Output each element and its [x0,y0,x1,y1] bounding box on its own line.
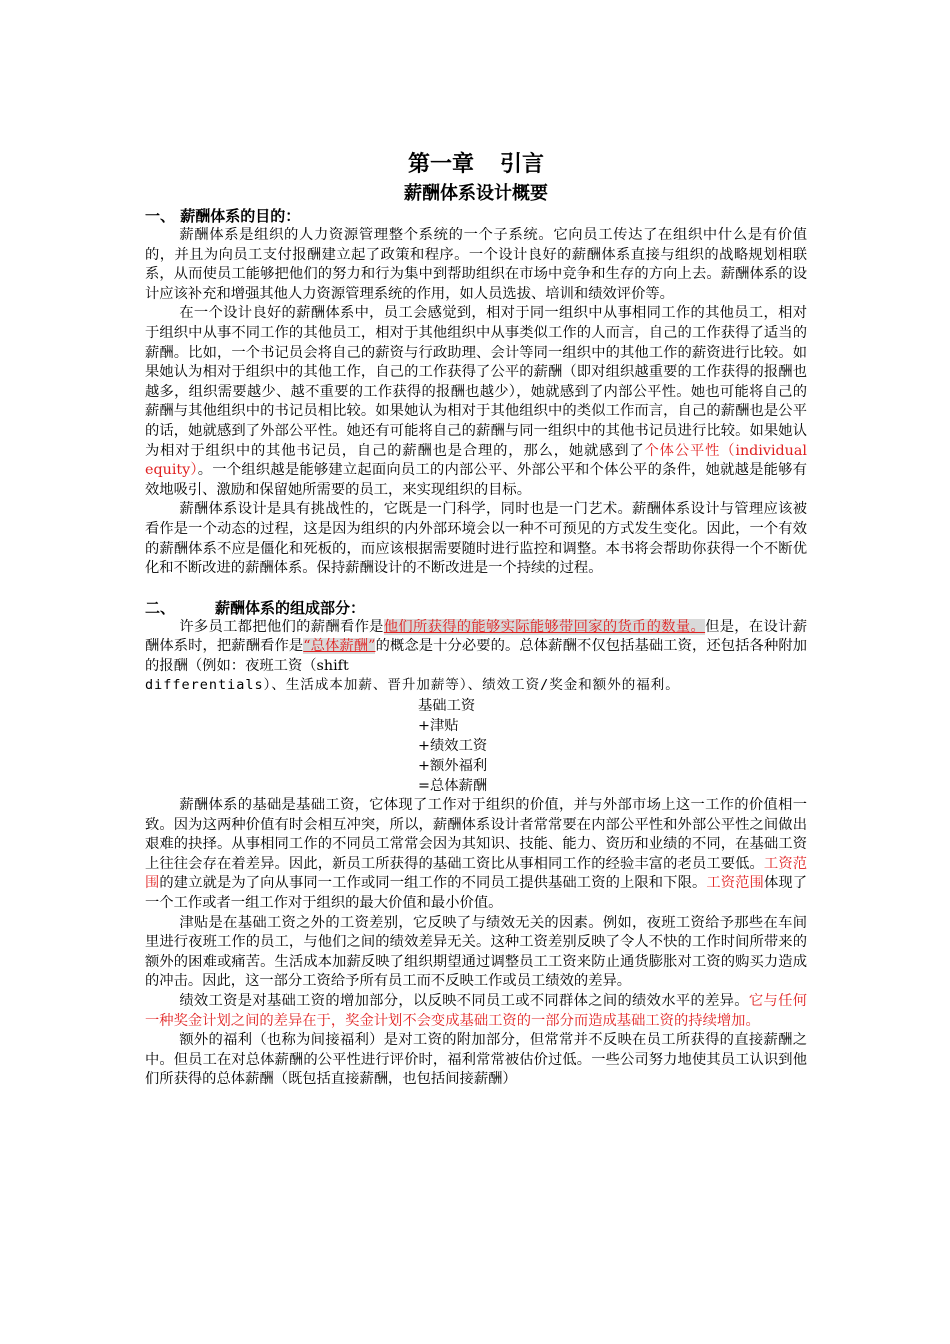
paragraph-text: 的建立就是为了向从事同一工作或同一组工作的不同员工提供基础工资的上限和下限。 [159,875,707,892]
paragraph-text: 绩效工资是对基础工资的增加部分，以反映不同员工或不同群体之间的绩效水平的差异。 [179,993,749,1009]
paragraph-text: 。一个组织越是能够建立起面向员工的内部公平、外部公平和个体公平的条件，她就越是能够有效地吸引、激励和保留她所需要的员工，来实现组织的目标。 [145,462,807,498]
section1-paragraph-3: 薪酬体系设计是具有挑战性的，它既是一门科学，同时也是一门艺术。薪酬体系设计与管理应该被看作是一个动态的过程，这是因为组织的内外部环境会以一种不可预见的方式发生变化。因此，一个有效的薪酬体系不应是僵化和死板的，而应该根据需要随时进行监控和调整。本书将会帮助你获得一个不断优化和不断改进的薪酬体系。保持薪酬设计的不断改进是一个持续的过程。 [145,501,807,577]
highlight-term-pay-range: 工资范围 [145,855,808,892]
section2-number: 二、 [145,598,176,617]
section1-title: 薪酬体系的目的： [180,207,301,225]
paragraph-text: 薪酬体系的基础是基础工资，它体现了工作对于组织的价值，并与外部市场上这一工作的价值相一致。因为这两种价值有时会相互冲突，所以，薪酬体系设计者常常要在内部公平性和外部公平性之间做出艰难的抉择。从事相同工作的不同员工常常会因为其知识、技能、能力、资历和业绩的不同，在基础工资上往往会存在着差异。因此，新员工所获得的基础工资比从事相同工作的经验丰富的老员工要低。 [145,797,807,872]
section2-title: 薪酬体系的组成部分： [215,598,366,617]
chapter-title [145,150,807,180]
section1-number: 一、 [145,207,176,225]
highlight-term-individual-equity: 个体公平性（individual equity） [145,442,807,479]
section2-paragraph-5: 额外的福利（也称为间接福利）是对工资的附加部分，但常常并不反映在员工所获得的直接薪酬之中。但员工在对总体薪酬的公平性进行评价时，福利常常被估价过低。一些公司努力地使其员工认识到他们所获得的总体薪酬（既包括直接薪酬，也包括间接薪酬） [145,1032,807,1088]
section2-paragraph-1 [145,618,807,696]
paragraph-text: 但是，在设计薪酬体系时，把薪酬看作是 [145,618,808,655]
equation-line: =总体薪酬 [418,778,488,795]
equation-line: +津贴 [418,718,459,735]
equation-line: 基础工资 [418,698,476,715]
highlighted-phrase-total-compensation: “总体薪酬” [303,638,376,655]
section2-heading [145,598,807,618]
highlighted-phrase-take-home: 他们所获得的能够实际能够带回家的货币的数量。 [383,618,706,635]
paragraph-text: 在一个设计良好的薪酬体系中，员工会感觉到，相对于同一组织中从事相同工作的其他员工，相对于组织中从事不同工作的其他员工，相对于其他组织中从事类似工作的人而言，自己的工作获得了适当的薪酬。比如，一个书记员会将自己的薪资与行政助理、会计等同一组织中的其他工作的薪资进行比较。如果她认为相对于组织中的其他工作，自己的工作获得了公平的薪酬（即对组织越重要的工作获得的报酬也越多，组织需要越少、越不重要的工作获得的报酬也越少），她就感到了内部公平性。她也可能将自己的薪酬与其他组织中的书记员相比较。如果她认为相对于其他组织中的类似工作而言，自己的薪酬也是公平的话，她就感到了外部公平性。她还有可能将自己的薪酬与同一组织中的其他书记员进行比较。如果她认为相对于组织中的其他书记员，自己的薪酬也是合理的，那么，她就感到了 [145,305,807,459]
equation-line: +额外福利 [418,758,488,775]
section2-paragraph-3: 津贴是在基础工资之外的工资差别，它反映了与绩效无关的因素。例如，夜班工资给予那些在车间里进行夜班工作的员工，与他们之间的绩效差异无关。这种工资差别反映了令人不快的工作时间所带来的额外的困难或痛苦。生活成本加薪反映了组织期望通过调整员工工资来防止通货膨胀对工资的购买力造成的冲击。因此，这一部分工资给予所有员工而不反映工作或员工绩效的差异。 [145,914,807,990]
section2-paragraph-2 [145,796,807,914]
paragraph-text: 的概念是十分必要的。总体薪酬不仅包括基础工资，还包括各种附加的报酬（例如：夜班工资（shift [145,638,808,674]
section1-paragraph-1: 薪酬体系是组织的人力资源管理整个系统的一个子系统。它向员工传达了在组织中什么是有价值的，并且为向员工支付报酬建立起了政策和程序。一个设计良好的薪酬体系直接与组织的战略规划相联系，从而使员工能够把他们的努力和行为集中到帮助组织在市场中竞争和生存的方向上去。薪酬体系的设计应该补充和增强其他人力资源管理系统的作用，如人员选拔、培训和绩效评价等。 [145,227,807,302]
paragraph-text: differentials）、生活成本加薪、晋升加薪等）、绩效工资/奖金和额外的福利。 [145,677,680,694]
section1-heading [145,206,807,226]
chapter-number: 第一章 [407,152,474,177]
highlight-sentence-bonus-difference: 它与任何一种奖金计划之间的差异在于，奖金计划不会变成基础工资的一部分而造成基础工资的持续增加。 [145,993,808,1029]
chapter-name: 引言 [500,152,545,177]
equation-line: +绩效工资 [418,738,488,755]
highlight-term-pay-range: 工资范围 [706,875,764,892]
paragraph-text: 许多员工都把他们的薪酬看作是 [179,618,384,635]
document-subtitle: 薪酬体系设计概要 [404,183,548,204]
document-page [145,150,807,1090]
compensation-equation [418,696,807,796]
paragraph-text: 体现了一个工作或者一组工作对于组织的最大价值和最小价值。 [145,875,808,912]
section1-paragraph-2 [145,304,807,500]
section2-paragraph-4 [145,992,807,1031]
